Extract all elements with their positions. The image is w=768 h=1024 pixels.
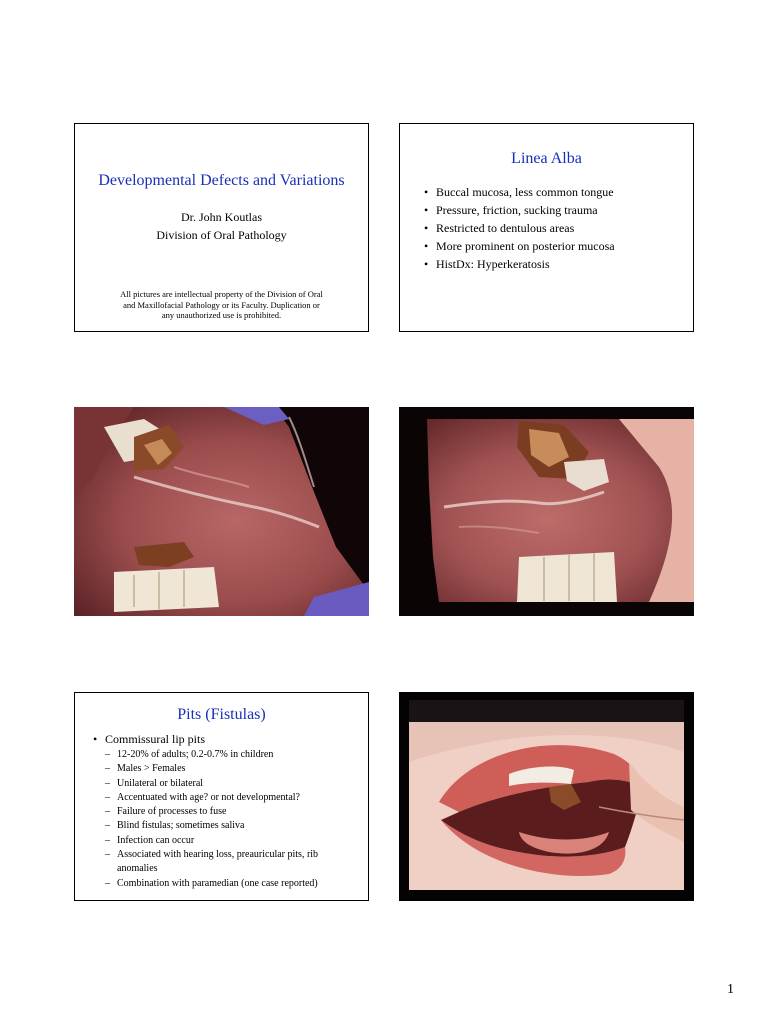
author-name: Dr. John Koutlas (181, 210, 262, 224)
sub-list-item-line: – Associated with hearing loss, preauricular pits, rib (117, 849, 319, 861)
slide-title (74, 123, 369, 332)
slide-pits-fistulas (74, 692, 369, 901)
slide-heading: Pits (Fistulas) (177, 706, 266, 723)
list-item (93, 730, 362, 891)
sub-list-item-line: anomalies (117, 863, 158, 875)
list-item: • Restricted to dentulous areas (424, 219, 687, 237)
slide-linea-alba (399, 123, 694, 332)
sub-list-item: – Combination with paramedian (one case reported) (105, 877, 362, 891)
sub-list-item (105, 848, 362, 877)
presentation-title: Developmental Defects and Variations (98, 172, 345, 189)
slide-heading: Linea Alba (511, 150, 582, 167)
bullet-list (93, 730, 362, 891)
sub-list-item: – Males > Females (105, 762, 362, 776)
sub-list-item: – Accentuated with age? or not developmental? (105, 791, 362, 805)
list-item: • HistDx: Hyperkeratosis (424, 255, 687, 273)
sub-list-item: – Infection can occur (105, 834, 362, 848)
sub-list-item: – Unilateral or bilateral (105, 777, 362, 791)
clinical-photo-image (74, 407, 369, 616)
clinical-photo-buccal-mucosa-left (74, 407, 369, 616)
clinical-photo-commissural-lip-pit (399, 692, 694, 901)
sub-list-item: – Blind fistulas; sometimes saliva (105, 819, 362, 833)
sub-list-item: – Failure of processes to fuse (105, 805, 362, 819)
clinical-photo-buccal-mucosa-right (399, 407, 694, 616)
list-item-label: Commissural lip pits (105, 732, 206, 746)
list-item: • Buccal mucosa, less common tongue (424, 183, 687, 201)
copyright-line: any unauthorized use is prohibited. (161, 310, 282, 320)
bullet-list (424, 183, 687, 273)
sub-list-item: – 12-20% of adults; 0.2-0.7% in children (105, 748, 362, 762)
sub-bullet-list (105, 748, 362, 891)
list-item: • More prominent on posterior mucosa (424, 237, 687, 255)
copyright-notice (75, 289, 368, 321)
copyright-line: All pictures are intellectual property of the Division of Oral (120, 289, 323, 299)
clinical-photo-image (399, 407, 694, 616)
division-name: Division of Oral Pathology (156, 228, 287, 242)
copyright-line: and Maxillofacial Pathology or its Faculty. Duplication or (123, 299, 320, 310)
page-number: 1 (727, 982, 734, 997)
list-item: • Pressure, friction, sucking trauma (424, 201, 687, 219)
clinical-photo-image (399, 692, 694, 901)
